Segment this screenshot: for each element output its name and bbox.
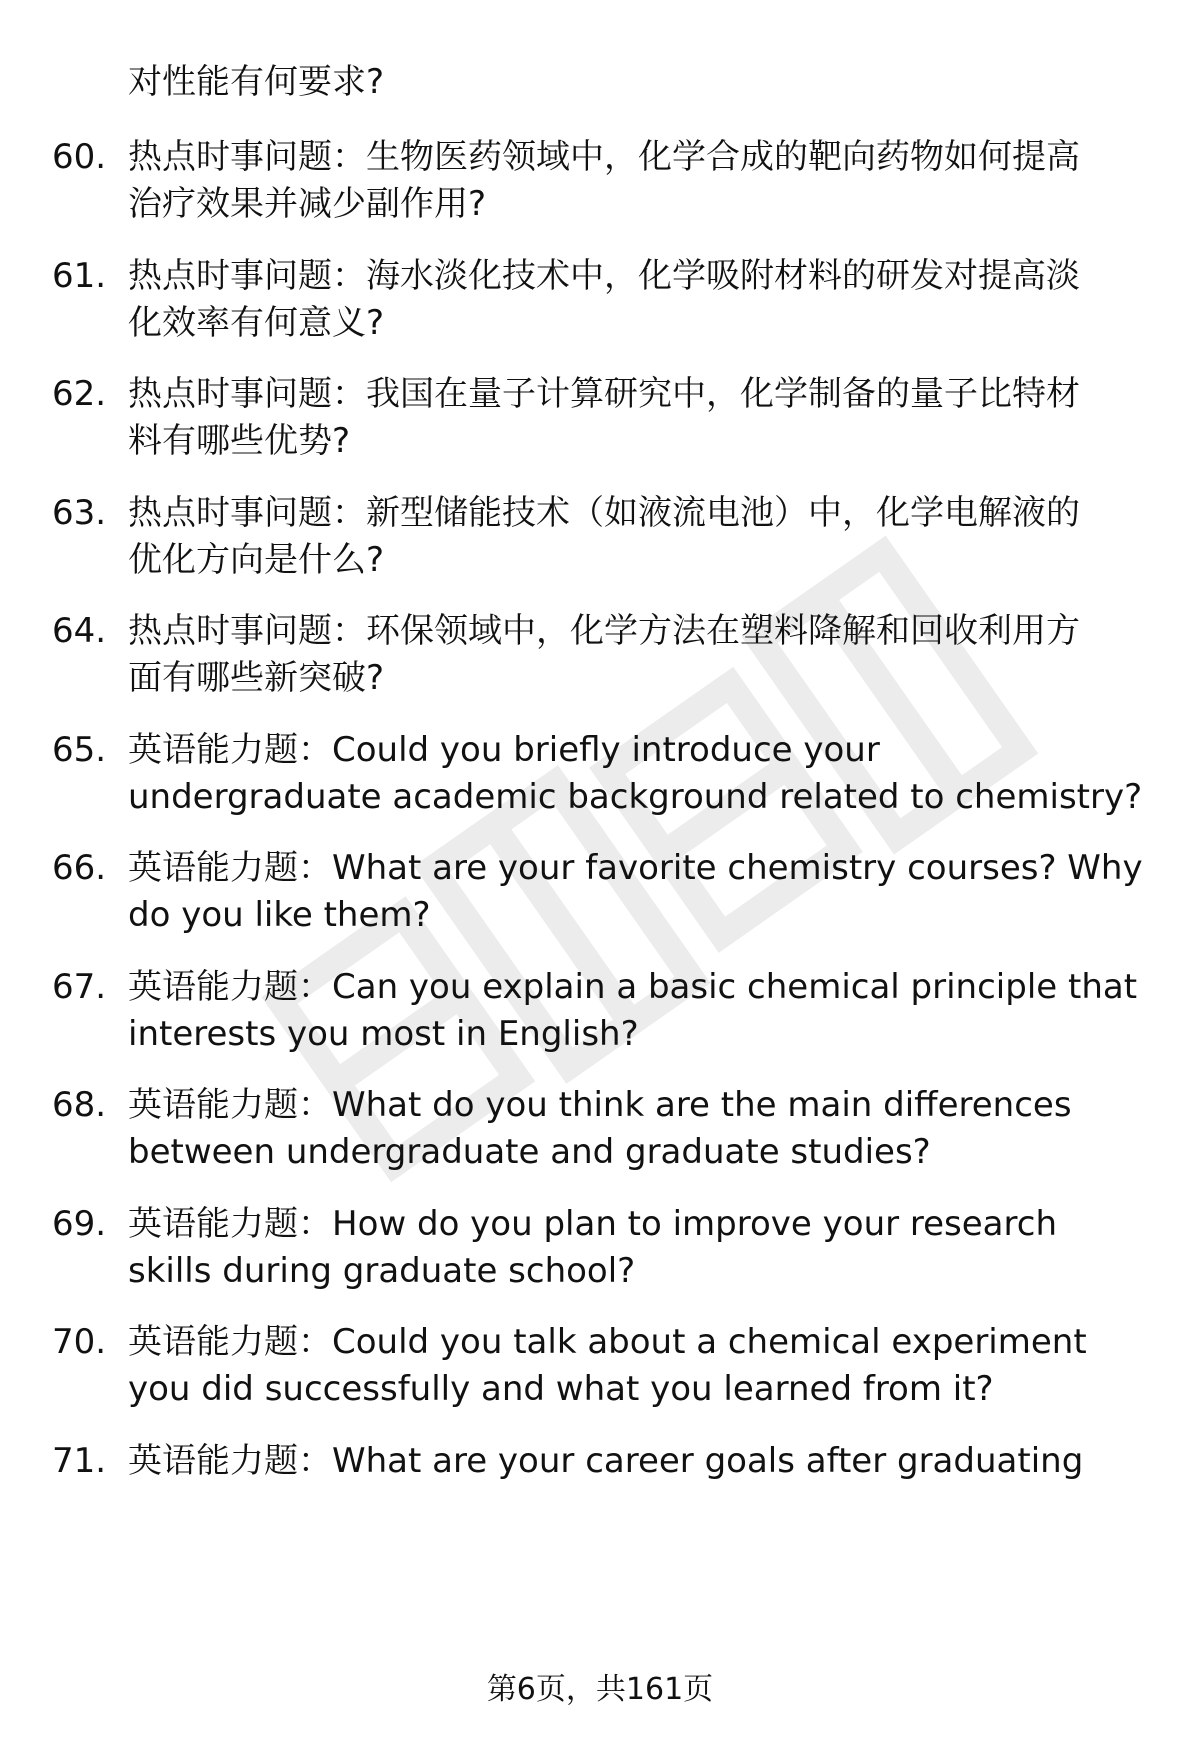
question-text-line: 优化方向是什么?: [128, 540, 385, 580]
question-number: 71.: [52, 1441, 107, 1481]
question-number: 66.: [52, 848, 107, 888]
question-number: 63.: [52, 493, 107, 533]
question-text-line: 英语能力题：Could you talk about a chemical experiment: [128, 1322, 1087, 1362]
question-text-line: between undergraduate and graduate studies?: [128, 1132, 931, 1172]
question-number: 62.: [52, 374, 107, 414]
page-footer: 第6页，共161页: [486, 1672, 714, 1707]
question-text-line: you did successfully and what you learned from it?: [128, 1369, 994, 1409]
question-text-line: do you like them?: [128, 895, 431, 935]
question-number: 60.: [52, 137, 107, 177]
question-text-line: 热点时事问题：新型储能技术（如液流电池）中，化学电解液的: [128, 493, 1080, 533]
question-text-line: 英语能力题：What are your favorite chemistry courses? Why: [128, 848, 1143, 888]
question-text-line: 热点时事问题：环保领域中，化学方法在塑料降解和回收利用方: [128, 611, 1080, 651]
question-text-line: skills during graduate school?: [128, 1251, 636, 1291]
continuation-text: 对性能有何要求?: [128, 62, 385, 102]
question-text-line: 英语能力题：Can you explain a basic chemical principle that: [128, 967, 1138, 1007]
question-number: 64.: [52, 611, 107, 651]
question-text-line: 热点时事问题：生物医药领域中，化学合成的靶向药物如何提高: [128, 137, 1080, 177]
question-number: 68.: [52, 1085, 107, 1125]
question-number: 67.: [52, 967, 107, 1007]
question-number: 69.: [52, 1204, 107, 1244]
question-text-line: 治疗效果并减少副作用?: [128, 184, 487, 224]
question-text-line: 英语能力题：What are your career goals after graduating: [128, 1441, 1084, 1481]
question-text-line: 化效率有何意义?: [128, 303, 385, 343]
question-number: 70.: [52, 1322, 107, 1362]
question-text-line: 热点时事问题：海水淡化技术中，化学吸附材料的研发对提高淡: [128, 256, 1080, 296]
question-text-line: 面有哪些新突破?: [128, 658, 385, 698]
question-text-line: 英语能力题：What do you think are the main differences: [128, 1085, 1072, 1125]
question-number: 61.: [52, 256, 107, 296]
question-text-line: 英语能力题：How do you plan to improve your research: [128, 1204, 1057, 1244]
question-number: 65.: [52, 730, 107, 770]
question-text-line: 英语能力题：Could you briefly introduce your: [128, 730, 880, 770]
question-text-line: 料有哪些优势?: [128, 421, 351, 461]
question-text-line: 热点时事问题：我国在量子计算研究中，化学制备的量子比特材: [128, 374, 1080, 414]
question-text-line: interests you most in English?: [128, 1014, 639, 1054]
question-text-line: undergraduate academic background related to chemistry?: [128, 777, 1143, 817]
